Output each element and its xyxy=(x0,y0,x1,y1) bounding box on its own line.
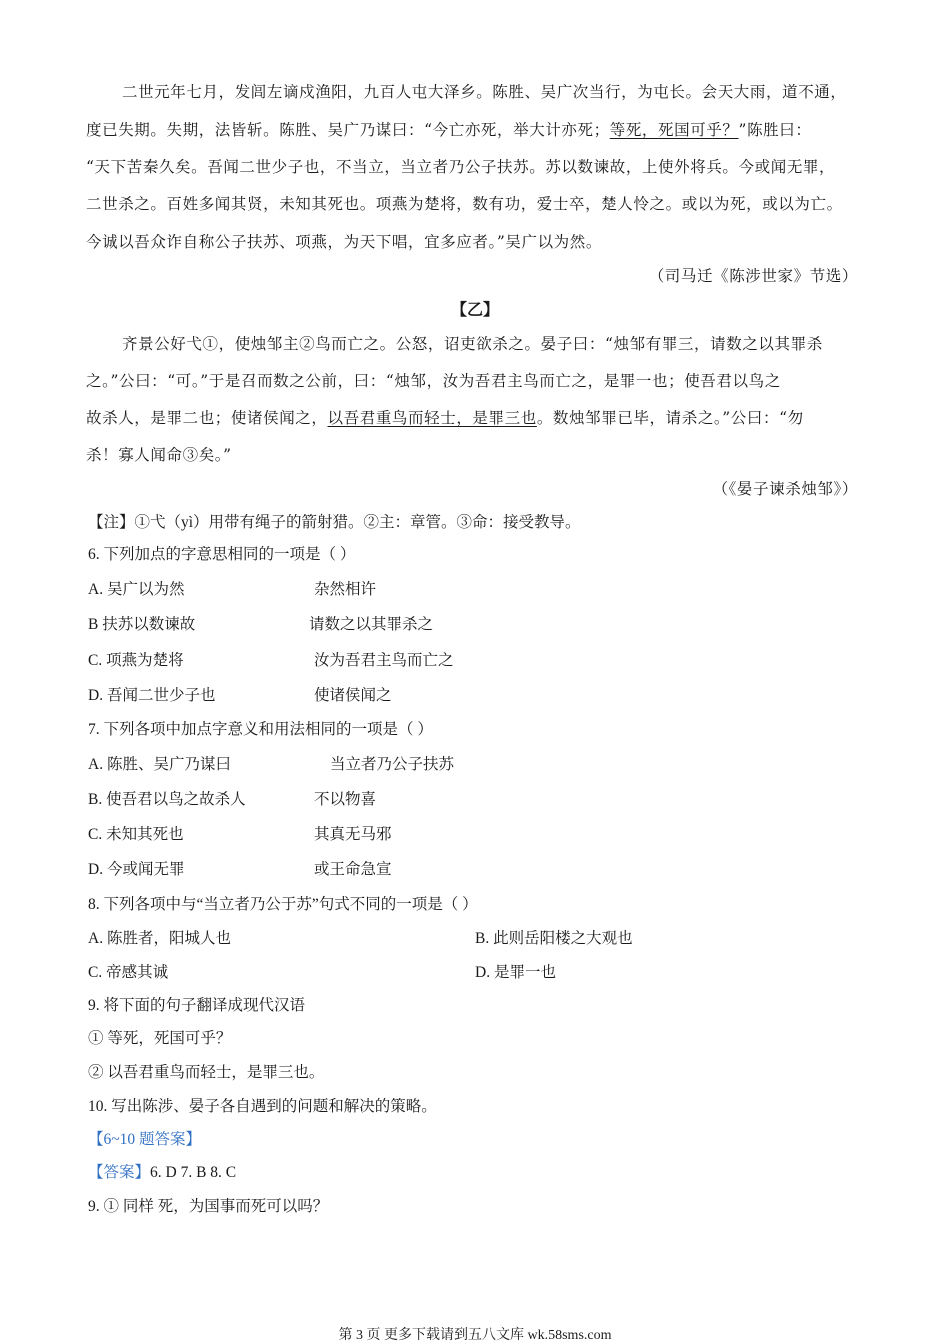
q8-option-b: B. 此则岳阳楼之大观也 xyxy=(475,930,633,947)
yi-line-1: 齐景公好弋①，使烛邹主②鸟而亡之。公怒，诏吏欲杀之。晏子曰：“烛邹有罪三，请数之以其罪杀 xyxy=(122,335,823,353)
q6-option-a-right: 杂然相许 xyxy=(314,581,377,598)
yi-source: （《晏子谏杀烛邹》） xyxy=(712,480,858,498)
q6-option-b-right: 请数之以其罪杀之 xyxy=(309,616,434,633)
q7-option-a-right: 当立者乃公子扶苏 xyxy=(330,756,455,773)
q9-stem: 9. 将下面的句子翻译成现代汉语 xyxy=(88,997,306,1014)
answer-q9: 9. ① 同样 死，为国事而死可以吗？ xyxy=(88,1198,329,1215)
q8-option-c: C. 帝感其诚 xyxy=(88,964,169,981)
q7-option-c-right: 其真无马邪 xyxy=(314,826,392,843)
q7-stem: 7. 下列各项中加点字意义和用法相同的一项是（ ） xyxy=(88,721,433,738)
jia-line-3: “天下苦秦久矣。吾闻二世少子也，不当立，当立者乃公子扶苏。苏以数谏故，上使外将兵。今或闻无罪， xyxy=(86,158,836,176)
answer-mc: 6. D 7. B 8. C xyxy=(150,1164,237,1181)
answers-heading: 【6~10 题答案】 xyxy=(88,1131,202,1148)
q8-option-a: A. 陈胜者，阳城人也 xyxy=(88,930,231,947)
jia-underlined-sentence: 等死，死国可乎？ xyxy=(609,121,739,139)
yi-heading: 【乙】 xyxy=(450,300,499,319)
q7-option-b-left: B. 使吾君以鸟之故杀人 xyxy=(88,791,246,808)
q8-stem: 8. 下列各项中与“当立者乃公于苏”句式不同的一项是（ ） xyxy=(88,896,478,913)
annotation-note: 【注】①弋（yì）用带有绳子的箭射猎。②主：章管。③命：接受教导。 xyxy=(88,514,581,531)
q7-option-a-left: A. 陈胜、吴广乃谋曰 xyxy=(88,756,231,773)
jia-source: （司马迁《陈涉世家》节选） xyxy=(648,267,858,285)
jia-line-5: 今诚以吾众诈自称公子扶苏、项燕，为天下唱，宜多应者。”吴广以为然。 xyxy=(86,233,602,251)
yi-line-4: 杀！寡人闻命③矣。” xyxy=(86,446,232,464)
page-footer: 第 3 页 更多下载请到五八文库 wk.58sms.com xyxy=(338,1328,612,1343)
yi-line-2: 之。”公曰：“可。”于是召而数之公前，曰：“烛邹，汝为吾君主鸟而亡之，是罪一也；使吾君以鸟之 xyxy=(86,372,781,390)
q6-option-c-right: 汝为吾君主鸟而亡之 xyxy=(314,652,454,669)
answer-tag: 【答案】 xyxy=(88,1164,151,1181)
jia-line-4: 二世杀之。百姓多闻其贤，未知其死也。项燕为楚将，数有功，爱士卒，楚人怜之。或以为死，或以为亡。 xyxy=(86,195,843,213)
q6-option-b-left: B 扶苏以数谏故 xyxy=(88,616,196,633)
answers-mc-row xyxy=(88,1160,236,1182)
q6-option-a-left: A. 吴广以为然 xyxy=(88,581,185,598)
q9-item-1: ① 等死，死国可乎？ xyxy=(88,1030,232,1047)
jia-line-1: 二世元年七月，发闾左谪戍渔阳，九百人屯大泽乡。陈胜、吴广次当行，为屯长。会天大雨，道不通， xyxy=(122,83,847,101)
q6-option-c-left: C. 项燕为楚将 xyxy=(88,652,184,669)
q6-option-d-right: 使诸侯闻之 xyxy=(314,687,392,704)
q7-option-d-left: D. 今或闻无罪 xyxy=(88,861,185,878)
yi-line-3: 故杀人，是罪二也；使诸侯闻之，以吾君重鸟而轻士，是罪三也。数烛邹罪已毕，请杀之。”公曰：“勿 xyxy=(86,409,804,427)
q6-option-d-left: D. 吾闻二世少子也 xyxy=(88,687,216,704)
yi-underlined-sentence: 以吾君重鸟而轻士，是罪三也 xyxy=(327,409,537,427)
q7-option-b-right: 不以物喜 xyxy=(314,791,377,808)
q10-stem: 10. 写出陈涉、晏子各自遇到的问题和解决的策略。 xyxy=(88,1098,437,1115)
q8-option-d: D. 是罪一也 xyxy=(475,964,556,981)
q9-item-2: ② 以吾君重鸟而轻士，是罪三也。 xyxy=(88,1064,325,1081)
q7-option-c-left: C. 未知其死也 xyxy=(88,826,184,843)
q6-stem: 6. 下列加点的字意思相同的一项是（ ） xyxy=(88,546,356,563)
jia-line-2: 度已失期。失期，法皆斩。陈胜、吴广乃谋曰：“今亡亦死，举大计亦死；等死，死国可乎？”陈胜曰： xyxy=(86,121,812,139)
q7-option-d-right: 或王命急宣 xyxy=(314,861,392,878)
